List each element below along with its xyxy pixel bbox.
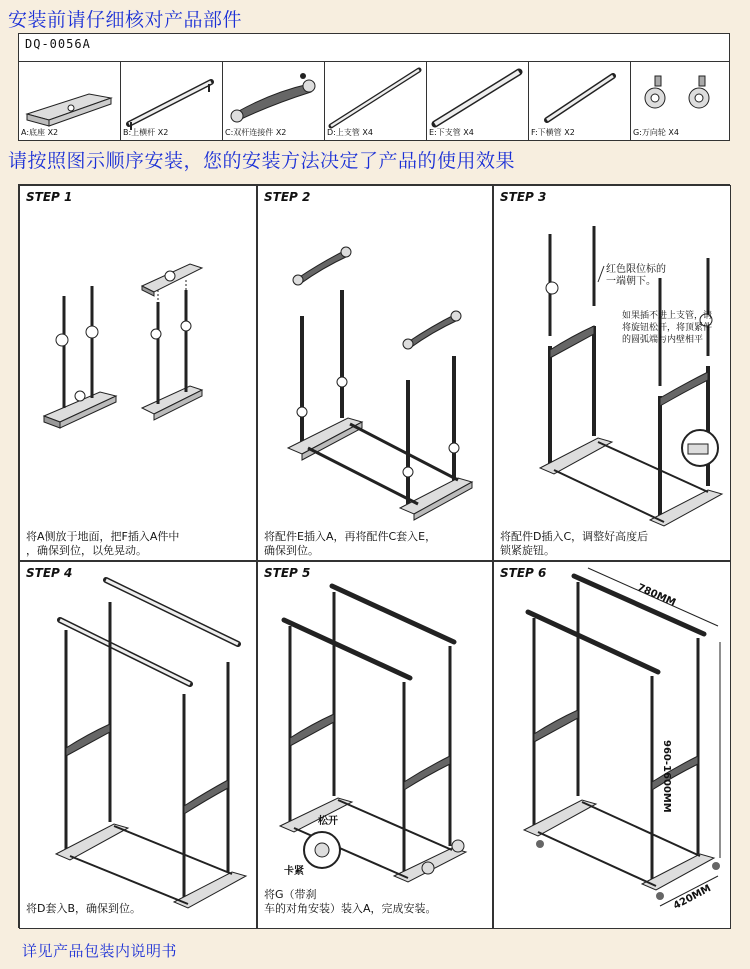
step-caption: 将A侧放于地面，把F插入A件中 ，确保到位，以免晃动。 — [26, 530, 180, 557]
part-label: E:下支管 X4 — [429, 128, 474, 137]
step-4-panel — [19, 561, 257, 929]
part-d — [325, 62, 427, 140]
part-label: C:双杆连接件 X2 — [225, 128, 287, 137]
part-e — [427, 62, 529, 140]
loosen-knob-note: 如果插不进上支管，请 将旋钮松开，将顶紧件 的圆弧端与内壁相平 — [622, 311, 713, 345]
step-1-diagram — [20, 186, 257, 561]
model-number: DQ-0056A — [25, 37, 91, 51]
footer-note: 详见产品包装内说明书 — [22, 942, 178, 960]
part-b — [121, 62, 223, 140]
width-dimension: 780MM — [635, 582, 678, 609]
part-label: D:上支管 X4 — [327, 128, 373, 137]
part-label: F:下横管 X2 — [531, 128, 575, 137]
step-5-panel — [257, 561, 493, 929]
parts-row — [19, 61, 729, 140]
step-2-panel — [257, 185, 493, 561]
parts-list-box — [18, 33, 730, 141]
part-g — [631, 62, 729, 140]
step-4-diagram — [20, 562, 257, 929]
step-title: STEP 2 — [264, 190, 311, 204]
step-1-panel — [19, 185, 257, 561]
step-caption: 将配件E插入A，再将配件C套入E， 确保到位。 — [264, 530, 437, 557]
step-title: STEP 6 — [500, 566, 547, 580]
part-label: G:万向轮 X4 — [633, 128, 680, 137]
red-marker-note: 红色限位标的 一端朝下。 — [606, 264, 666, 287]
step-title: STEP 3 — [500, 190, 547, 204]
depth-dimension: 420MM — [671, 883, 713, 912]
step-3-panel — [493, 185, 731, 561]
step-caption: 将G（带刹 车的对角安装）装入A，完成安装。 — [264, 888, 437, 915]
step-caption: 将配件D插入C，调整好高度后 锁紧旋钮。 — [500, 530, 649, 557]
parts-check-heading: 安装前请仔细核对产品部件 — [8, 9, 243, 31]
part-label: B:上横杆 X2 — [123, 128, 169, 137]
install-order-heading: 请按照图示顺序安装，您的安装方法决定了产品的使用效果 — [8, 150, 516, 172]
step-title: STEP 4 — [26, 566, 73, 580]
loosen-label: 松开 — [318, 816, 338, 827]
step-6-diagram — [494, 562, 731, 929]
step-6-panel — [493, 561, 731, 929]
assembly-steps-grid — [18, 184, 730, 928]
step-title: STEP 5 — [264, 566, 311, 580]
part-c — [223, 62, 325, 140]
step-2-diagram — [258, 186, 493, 561]
step-title: STEP 1 — [26, 190, 73, 204]
part-label: A:底座 X2 — [21, 128, 59, 137]
part-f — [529, 62, 631, 140]
step-3-diagram — [494, 186, 731, 561]
step-caption: 将D套入B，确保到位。 — [26, 902, 142, 915]
lock-label: 卡紧 — [284, 866, 304, 877]
part-a — [19, 62, 121, 140]
height-dimension: 960-1600MM — [661, 740, 672, 813]
